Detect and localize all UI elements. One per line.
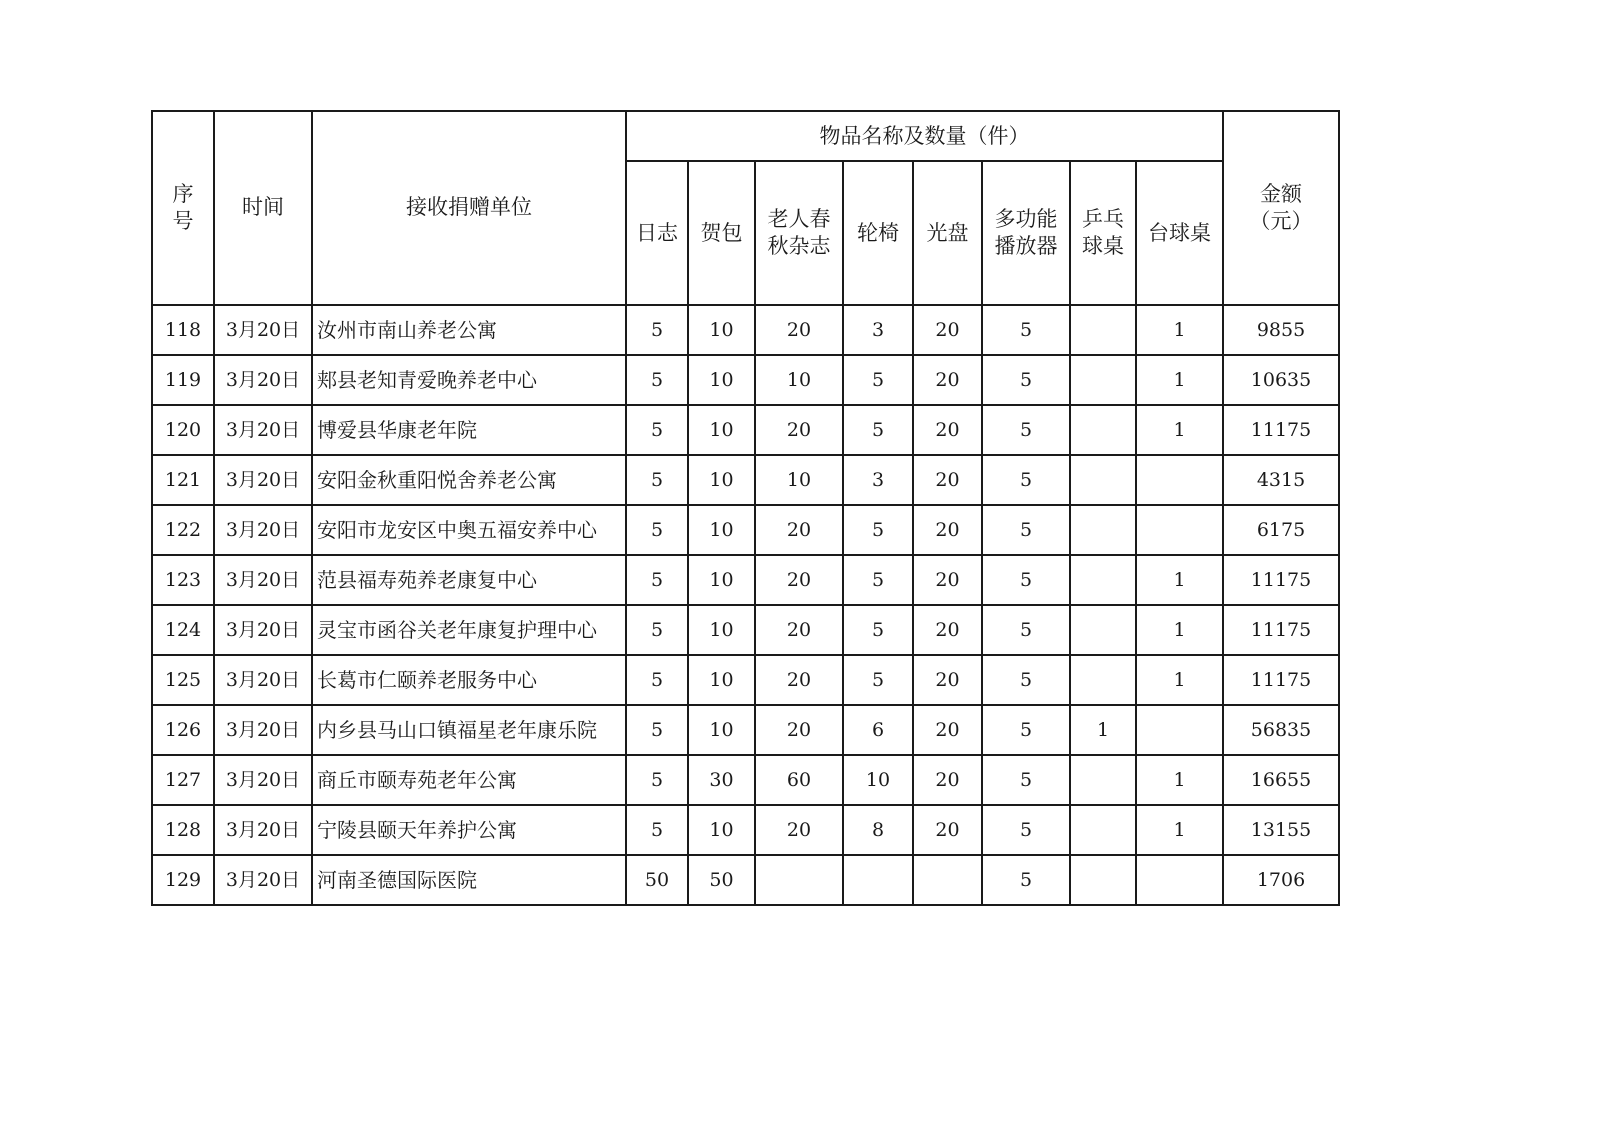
header-item-player [982, 161, 1070, 305]
cell-item-qty: 20 [755, 505, 843, 555]
cell-amount: 56835 [1223, 705, 1339, 755]
cell-item-qty: 5 [626, 705, 688, 755]
cell-item-qty [1070, 755, 1136, 805]
header-items-group: 物品名称及数量（件） [626, 111, 1223, 161]
cell-item-qty: 20 [913, 705, 982, 755]
table-row [152, 605, 1339, 655]
cell-item-qty: 20 [913, 505, 982, 555]
cell-item-qty: 5 [843, 355, 913, 405]
cell-index: 123 [152, 555, 214, 605]
cell-item-qty: 5 [626, 305, 688, 355]
cell-unit: 安阳金秋重阳悦舍养老公寓 [312, 455, 626, 505]
cell-index: 127 [152, 755, 214, 805]
cell-item-qty: 10 [688, 605, 755, 655]
header-item-billiard-table: 台球桌 [1136, 161, 1223, 305]
cell-item-qty: 1 [1136, 655, 1223, 705]
header-item-pingpong-table [1070, 161, 1136, 305]
header-item-gift-bag: 贺包 [688, 161, 755, 305]
cell-item-qty: 5 [626, 605, 688, 655]
cell-item-qty [843, 855, 913, 905]
cell-item-qty [913, 855, 982, 905]
cell-amount: 11175 [1223, 405, 1339, 455]
cell-item-qty: 5 [843, 655, 913, 705]
table-row [152, 405, 1339, 455]
cell-item-qty: 3 [843, 455, 913, 505]
cell-item-qty: 20 [913, 305, 982, 355]
cell-item-qty: 5 [626, 355, 688, 405]
cell-item-qty: 1 [1136, 555, 1223, 605]
cell-date: 3月20日 [214, 605, 312, 655]
cell-item-qty: 1 [1136, 605, 1223, 655]
donation-table-container [151, 110, 1338, 906]
cell-item-qty: 5 [626, 755, 688, 805]
cell-item-qty: 20 [913, 455, 982, 505]
cell-amount: 16655 [1223, 755, 1339, 805]
cell-index: 126 [152, 705, 214, 755]
cell-item-qty: 5 [843, 555, 913, 605]
cell-item-qty: 5 [626, 655, 688, 705]
cell-date: 3月20日 [214, 755, 312, 805]
cell-item-qty: 5 [982, 655, 1070, 705]
cell-date: 3月20日 [214, 655, 312, 705]
cell-item-qty: 20 [755, 305, 843, 355]
cell-item-qty: 3 [843, 305, 913, 355]
cell-item-qty: 20 [913, 805, 982, 855]
cell-index: 128 [152, 805, 214, 855]
cell-date: 3月20日 [214, 355, 312, 405]
cell-date: 3月20日 [214, 455, 312, 505]
cell-item-qty: 10 [688, 455, 755, 505]
cell-index: 118 [152, 305, 214, 355]
cell-item-qty [1070, 505, 1136, 555]
cell-unit: 商丘市颐寿苑老年公寓 [312, 755, 626, 805]
cell-item-qty: 20 [755, 555, 843, 605]
cell-item-qty: 20 [755, 705, 843, 755]
cell-item-qty: 10 [688, 805, 755, 855]
cell-item-qty: 5 [982, 855, 1070, 905]
header-index-label: 序号 [172, 182, 194, 233]
cell-item-qty: 1 [1136, 405, 1223, 455]
cell-unit: 博爱县华康老年院 [312, 405, 626, 455]
cell-item-qty [1070, 855, 1136, 905]
cell-item-qty: 6 [843, 705, 913, 755]
table-row [152, 805, 1339, 855]
cell-index: 119 [152, 355, 214, 405]
cell-unit: 灵宝市函谷关老年康复护理中心 [312, 605, 626, 655]
header-amount [1223, 111, 1339, 305]
cell-index: 121 [152, 455, 214, 505]
table-row [152, 555, 1339, 605]
cell-item-qty: 5 [843, 405, 913, 455]
cell-unit: 长葛市仁颐养老服务中心 [312, 655, 626, 705]
header-time: 时间 [214, 111, 312, 305]
cell-unit: 范县福寿苑养老康复中心 [312, 555, 626, 605]
cell-item-qty: 10 [688, 655, 755, 705]
cell-date: 3月20日 [214, 555, 312, 605]
cell-unit: 宁陵县颐天年养护公寓 [312, 805, 626, 855]
cell-item-qty: 1 [1136, 305, 1223, 355]
cell-unit: 汝州市南山养老公寓 [312, 305, 626, 355]
cell-item-qty: 20 [913, 555, 982, 605]
cell-item-qty: 5 [982, 605, 1070, 655]
cell-index: 129 [152, 855, 214, 905]
cell-item-qty: 1 [1070, 705, 1136, 755]
cell-amount: 10635 [1223, 355, 1339, 405]
cell-amount: 1706 [1223, 855, 1339, 905]
cell-amount: 4315 [1223, 455, 1339, 505]
header-unit: 接收捐赠单位 [312, 111, 626, 305]
cell-date: 3月20日 [214, 705, 312, 755]
cell-date: 3月20日 [214, 405, 312, 455]
cell-date: 3月20日 [214, 855, 312, 905]
cell-item-qty: 20 [755, 655, 843, 705]
header-item-player-label: 多功能播放器 [994, 207, 1058, 258]
cell-item-qty: 5 [626, 805, 688, 855]
header-index [152, 111, 214, 305]
header-item-magazine-label: 老人春秋杂志 [767, 207, 831, 258]
cell-item-qty: 10 [688, 405, 755, 455]
cell-item-qty: 5 [982, 505, 1070, 555]
cell-date: 3月20日 [214, 505, 312, 555]
cell-item-qty: 20 [755, 805, 843, 855]
cell-item-qty: 5 [982, 555, 1070, 605]
cell-item-qty [1070, 405, 1136, 455]
donation-table [151, 110, 1340, 906]
cell-item-qty: 5 [982, 455, 1070, 505]
cell-item-qty: 5 [626, 555, 688, 605]
table-row [152, 705, 1339, 755]
header-item-disc: 光盘 [913, 161, 982, 305]
table-row [152, 855, 1339, 905]
cell-item-qty: 20 [913, 605, 982, 655]
cell-item-qty: 8 [843, 805, 913, 855]
cell-item-qty: 1 [1136, 805, 1223, 855]
table-row [152, 505, 1339, 555]
cell-index: 122 [152, 505, 214, 555]
table-body [152, 305, 1339, 905]
cell-item-qty: 5 [843, 505, 913, 555]
cell-amount: 11175 [1223, 605, 1339, 655]
cell-item-qty [1136, 455, 1223, 505]
cell-item-qty [1070, 455, 1136, 505]
cell-unit: 郏县老知青爱晚养老中心 [312, 355, 626, 405]
cell-item-qty: 20 [913, 755, 982, 805]
cell-date: 3月20日 [214, 305, 312, 355]
cell-item-qty: 50 [688, 855, 755, 905]
cell-unit: 内乡县马山口镇福星老年康乐院 [312, 705, 626, 755]
cell-item-qty: 5 [982, 705, 1070, 755]
cell-item-qty: 30 [688, 755, 755, 805]
cell-amount: 13155 [1223, 805, 1339, 855]
cell-item-qty: 5 [982, 755, 1070, 805]
cell-item-qty: 20 [913, 405, 982, 455]
header-item-wheelchair: 轮椅 [843, 161, 913, 305]
cell-index: 125 [152, 655, 214, 705]
cell-item-qty: 5 [843, 605, 913, 655]
cell-amount: 6175 [1223, 505, 1339, 555]
cell-item-qty: 10 [688, 355, 755, 405]
cell-item-qty [1070, 655, 1136, 705]
cell-item-qty [1070, 805, 1136, 855]
cell-item-qty: 10 [688, 505, 755, 555]
cell-item-qty: 10 [843, 755, 913, 805]
cell-item-qty: 1 [1136, 755, 1223, 805]
cell-item-qty: 20 [755, 605, 843, 655]
cell-item-qty: 5 [626, 455, 688, 505]
table-row [152, 455, 1339, 505]
header-item-magazine [755, 161, 843, 305]
cell-item-qty: 5 [982, 355, 1070, 405]
cell-amount: 9855 [1223, 305, 1339, 355]
cell-item-qty: 20 [913, 655, 982, 705]
cell-item-qty: 5 [982, 305, 1070, 355]
cell-item-qty: 1 [1136, 355, 1223, 405]
cell-item-qty: 10 [688, 705, 755, 755]
cell-item-qty: 5 [982, 405, 1070, 455]
cell-item-qty: 60 [755, 755, 843, 805]
cell-item-qty: 10 [755, 355, 843, 405]
cell-unit: 安阳市龙安区中奥五福安养中心 [312, 505, 626, 555]
cell-index: 124 [152, 605, 214, 655]
cell-item-qty: 5 [626, 405, 688, 455]
cell-item-qty: 20 [755, 405, 843, 455]
cell-item-qty: 5 [626, 505, 688, 555]
cell-item-qty: 10 [755, 455, 843, 505]
cell-item-qty [1136, 855, 1223, 905]
cell-item-qty: 5 [982, 805, 1070, 855]
cell-unit: 河南圣德国际医院 [312, 855, 626, 905]
cell-amount: 11175 [1223, 655, 1339, 705]
table-row [152, 355, 1339, 405]
cell-item-qty [1070, 355, 1136, 405]
cell-item-qty [755, 855, 843, 905]
header-item-pingpong-label: 乒乓球桌 [1082, 207, 1124, 258]
cell-item-qty [1136, 505, 1223, 555]
cell-index: 120 [152, 405, 214, 455]
cell-item-qty: 10 [688, 555, 755, 605]
header-amount-label: 金额（元） [1249, 182, 1313, 233]
cell-item-qty [1070, 305, 1136, 355]
cell-item-qty: 10 [688, 305, 755, 355]
cell-item-qty [1070, 555, 1136, 605]
cell-item-qty: 50 [626, 855, 688, 905]
header-item-diary: 日志 [626, 161, 688, 305]
cell-item-qty [1136, 705, 1223, 755]
cell-date: 3月20日 [214, 805, 312, 855]
table-row [152, 305, 1339, 355]
table-row [152, 655, 1339, 705]
table-row [152, 755, 1339, 805]
cell-item-qty [1070, 605, 1136, 655]
cell-amount: 11175 [1223, 555, 1339, 605]
cell-item-qty: 20 [913, 355, 982, 405]
